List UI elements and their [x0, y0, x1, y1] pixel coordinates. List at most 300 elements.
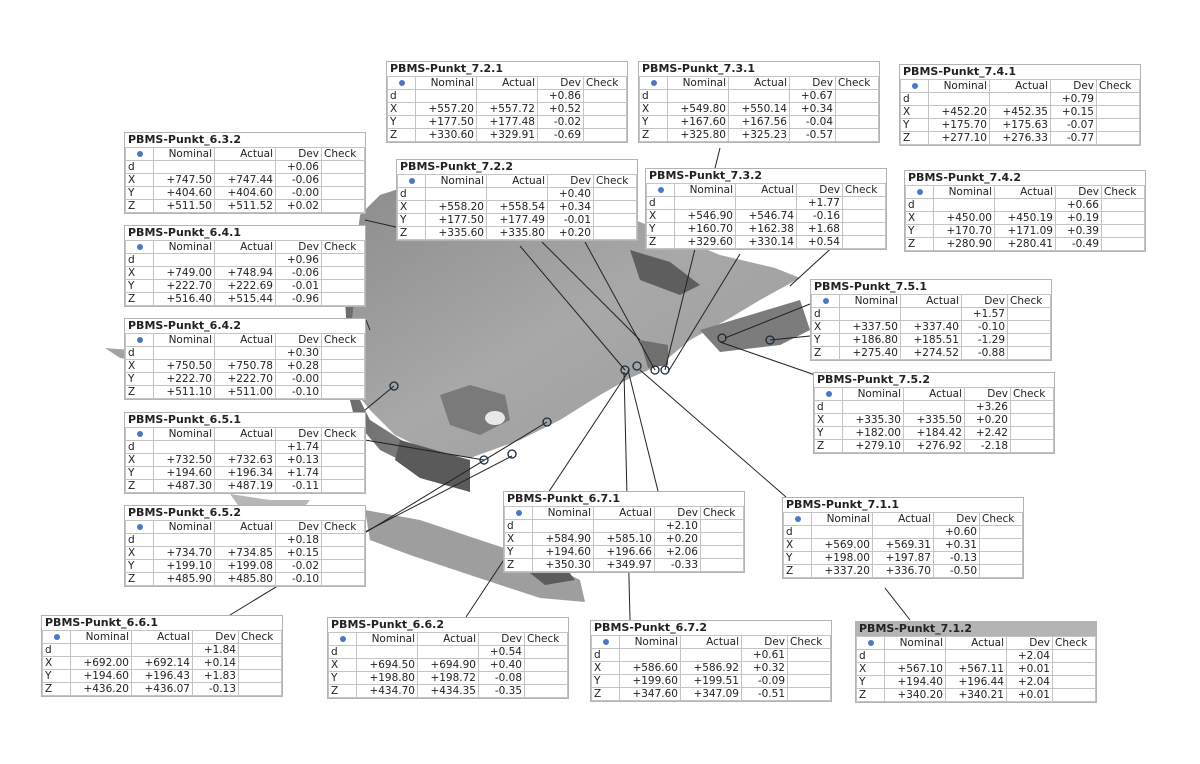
check-value [525, 659, 568, 672]
row-label: X [647, 210, 675, 223]
nominal-value: +350.30 [533, 559, 594, 572]
check-value [701, 533, 744, 546]
dev-value: -0.13 [934, 552, 980, 565]
nominal-value [620, 649, 681, 662]
dev-value: +0.14 [193, 657, 239, 670]
check-value [584, 129, 627, 142]
nominal-value [934, 199, 995, 212]
check-value [980, 552, 1023, 565]
deviation-table [591, 635, 831, 701]
table-row [43, 657, 282, 670]
header-icon-cell [647, 184, 675, 197]
deviation-table [42, 630, 282, 696]
actual-value: +162.38 [736, 223, 797, 236]
check-value [1053, 650, 1096, 663]
status-dot-icon [399, 80, 405, 86]
check-value [322, 454, 365, 467]
check-value [584, 116, 627, 129]
measurement-card-6-6-1[interactable] [41, 615, 283, 697]
actual-value: +337.40 [901, 321, 962, 334]
column-header-check: Check [584, 77, 627, 90]
check-value [1102, 225, 1145, 238]
table-row [901, 132, 1140, 145]
row-label: Z [126, 386, 154, 399]
check-value [322, 441, 365, 454]
table-row [126, 174, 365, 187]
nominal-value [154, 161, 215, 174]
row-label: Y [640, 116, 668, 129]
card-title: PBMS-Punkt_6.5.2 [125, 506, 365, 520]
status-dot-icon [137, 151, 143, 157]
measurement-card-7-2-2[interactable] [396, 159, 638, 241]
table-row [815, 427, 1054, 440]
actual-value: +184.42 [904, 427, 965, 440]
column-header-check: Check [788, 636, 831, 649]
dev-value: -0.00 [276, 373, 322, 386]
column-header-actual: Actual [946, 637, 1007, 650]
column-header-actual: Actual [215, 241, 276, 254]
table-row [505, 546, 744, 559]
row-label: d [640, 90, 668, 103]
actual-value [995, 199, 1056, 212]
table-row [640, 103, 879, 116]
check-value [836, 90, 879, 103]
row-label: X [126, 454, 154, 467]
nominal-value: +434.70 [357, 685, 418, 698]
row-label: d [126, 441, 154, 454]
nominal-value: +584.90 [533, 533, 594, 546]
row-label: X [126, 547, 154, 560]
nominal-value: +436.20 [71, 683, 132, 696]
table-row [647, 210, 886, 223]
measurement-card-6-4-2[interactable] [124, 318, 366, 400]
row-label: X [640, 103, 668, 116]
actual-value [215, 254, 276, 267]
column-header-actual: Actual [901, 295, 962, 308]
actual-value: +692.14 [132, 657, 193, 670]
column-header-actual: Actual [729, 77, 790, 90]
actual-value: +280.41 [995, 238, 1056, 251]
nominal-value [812, 526, 873, 539]
dev-value: +1.74 [276, 441, 322, 454]
row-label: Y [126, 187, 154, 200]
deviation-table [125, 240, 365, 306]
actual-value: +197.87 [873, 552, 934, 565]
check-value [322, 573, 365, 586]
dev-value: +0.02 [276, 200, 322, 213]
row-label: X [388, 103, 416, 116]
row-label: Z [592, 688, 620, 701]
check-value [584, 103, 627, 116]
nominal-value [154, 534, 215, 547]
check-value [239, 683, 282, 696]
column-header-nominal: Nominal [812, 513, 873, 526]
column-header-actual: Actual [681, 636, 742, 649]
header-icon-cell [505, 507, 533, 520]
status-dot-icon [603, 639, 609, 645]
column-header-dev: Dev [548, 175, 594, 188]
actual-value: +452.35 [990, 106, 1051, 119]
check-value [701, 546, 744, 559]
nominal-value [426, 188, 487, 201]
row-label: Z [505, 559, 533, 572]
check-value [322, 187, 365, 200]
column-header-nominal: Nominal [929, 80, 990, 93]
column-header-dev: Dev [797, 184, 843, 197]
dev-value: -0.11 [276, 480, 322, 493]
dev-value: +0.39 [1056, 225, 1102, 238]
check-value [322, 254, 365, 267]
card-title: PBMS-Punkt_6.3.2 [125, 133, 365, 147]
row-label: Y [815, 427, 843, 440]
deviation-table [504, 506, 744, 572]
nominal-value: +734.70 [154, 547, 215, 560]
dev-value: +0.20 [965, 414, 1011, 427]
dev-value: +0.06 [276, 161, 322, 174]
actual-value [736, 197, 797, 210]
column-header-nominal: Nominal [154, 241, 215, 254]
dev-value: +0.34 [548, 201, 594, 214]
dev-value: -0.57 [790, 129, 836, 142]
table-row [784, 565, 1023, 578]
check-value [239, 657, 282, 670]
table-row [398, 188, 637, 201]
card-title: PBMS-Punkt_6.4.1 [125, 226, 365, 240]
actual-value [132, 644, 193, 657]
header-icon-cell [812, 295, 840, 308]
dev-value: +0.54 [479, 646, 525, 659]
nominal-value [154, 254, 215, 267]
measurement-card-6-5-2[interactable] [124, 505, 366, 587]
table-row [592, 649, 831, 662]
table-row [647, 197, 886, 210]
check-value [1008, 321, 1051, 334]
check-value [836, 116, 879, 129]
actual-value: +586.92 [681, 662, 742, 675]
nominal-value: +692.00 [71, 657, 132, 670]
measurement-card-7-5-1[interactable] [810, 279, 1052, 361]
nominal-value: +182.00 [843, 427, 904, 440]
dev-value: -0.00 [276, 187, 322, 200]
check-value [1011, 427, 1054, 440]
table-row [784, 552, 1023, 565]
column-header-check: Check [525, 633, 568, 646]
card-title: PBMS-Punkt_7.5.1 [811, 280, 1051, 294]
card-title: PBMS-Punkt_7.1.2 [856, 622, 1096, 636]
nominal-value: +194.60 [154, 467, 215, 480]
check-value [836, 103, 879, 116]
nominal-value: +177.50 [426, 214, 487, 227]
row-label: d [812, 308, 840, 321]
measurement-card-7-3-1[interactable] [638, 61, 880, 143]
check-value [1008, 334, 1051, 347]
column-header-actual: Actual [873, 513, 934, 526]
card-title: PBMS-Punkt_6.6.1 [42, 616, 282, 630]
actual-value: +196.44 [946, 676, 1007, 689]
measurement-card-6-6-2[interactable] [327, 617, 569, 699]
actual-value [215, 534, 276, 547]
actual-value: +511.52 [215, 200, 276, 213]
actual-value: +750.78 [215, 360, 276, 373]
nominal-value: +452.20 [929, 106, 990, 119]
nominal-value: +325.80 [668, 129, 729, 142]
check-value [1053, 663, 1096, 676]
dev-value: +0.34 [790, 103, 836, 116]
nominal-value: +749.00 [154, 267, 215, 280]
measurement-card-6-3-2[interactable] [124, 132, 366, 214]
check-value [980, 526, 1023, 539]
dev-value: +1.74 [276, 467, 322, 480]
column-header-nominal: Nominal [154, 148, 215, 161]
table-row [126, 386, 365, 399]
actual-value: +196.34 [215, 467, 276, 480]
deviation-table [783, 512, 1023, 578]
measurement-card-7-1-1[interactable] [782, 497, 1024, 579]
table-row [126, 534, 365, 547]
status-dot-icon [917, 189, 923, 195]
nominal-value: +337.20 [812, 565, 873, 578]
nominal-value: +280.90 [934, 238, 995, 251]
table-row [505, 559, 744, 572]
actual-value: +434.35 [418, 685, 479, 698]
check-value [836, 129, 879, 142]
dev-value: +1.68 [797, 223, 843, 236]
table-row [906, 225, 1145, 238]
check-value [1011, 401, 1054, 414]
row-label: Z [857, 689, 885, 702]
status-dot-icon [912, 83, 918, 89]
nominal-value: +485.90 [154, 573, 215, 586]
column-header-dev: Dev [276, 148, 322, 161]
nominal-value: +194.40 [885, 676, 946, 689]
row-label: X [43, 657, 71, 670]
check-value [843, 223, 886, 236]
actual-value: +185.51 [901, 334, 962, 347]
card-title: PBMS-Punkt_7.5.2 [814, 373, 1054, 387]
column-header-actual: Actual [418, 633, 479, 646]
status-dot-icon [795, 516, 801, 522]
table-row [784, 526, 1023, 539]
measurement-card-7-1-2[interactable] [855, 621, 1097, 703]
measurement-card-7-2-1[interactable] [386, 61, 628, 143]
measurement-card-6-5-1[interactable] [124, 412, 366, 494]
status-dot-icon [137, 244, 143, 250]
column-header-check: Check [322, 521, 365, 534]
dev-value: -0.01 [276, 280, 322, 293]
nominal-value: +335.60 [426, 227, 487, 240]
actual-value: +569.31 [873, 539, 934, 552]
deviation-table [905, 185, 1145, 251]
status-dot-icon [823, 298, 829, 304]
check-value [322, 280, 365, 293]
dev-value: +2.10 [655, 520, 701, 533]
nominal-value: +569.00 [812, 539, 873, 552]
row-label: Y [388, 116, 416, 129]
row-label: Z [647, 236, 675, 249]
row-label: Y [647, 223, 675, 236]
nominal-value: +167.60 [668, 116, 729, 129]
column-header-nominal: Nominal [71, 631, 132, 644]
nominal-value: +340.20 [885, 689, 946, 702]
dev-value: -0.77 [1051, 132, 1097, 145]
check-value [1011, 440, 1054, 453]
dev-value: -0.50 [934, 565, 980, 578]
deviation-table [328, 632, 568, 698]
actual-value: +336.70 [873, 565, 934, 578]
check-value [1008, 308, 1051, 321]
row-label: Y [126, 280, 154, 293]
column-header-nominal: Nominal [357, 633, 418, 646]
row-label: X [126, 174, 154, 187]
nominal-value [154, 347, 215, 360]
column-header-nominal: Nominal [533, 507, 594, 520]
header-icon-cell [906, 186, 934, 199]
measurement-card-7-4-1[interactable] [899, 64, 1141, 146]
actual-value: +567.11 [946, 663, 1007, 676]
dev-value: -0.08 [479, 672, 525, 685]
row-label: Z [906, 238, 934, 251]
row-label: Y [901, 119, 929, 132]
dev-value: +0.28 [276, 360, 322, 373]
row-label: Y [505, 546, 533, 559]
card-title: PBMS-Punkt_7.2.1 [387, 62, 627, 76]
actual-value: +222.69 [215, 280, 276, 293]
column-header-actual: Actual [990, 80, 1051, 93]
nominal-value: +170.70 [934, 225, 995, 238]
nominal-value: +279.10 [843, 440, 904, 453]
check-value [594, 188, 637, 201]
column-header-check: Check [836, 77, 879, 90]
nominal-value: +732.50 [154, 454, 215, 467]
row-label: Y [592, 675, 620, 688]
measurement-card-6-4-1[interactable] [124, 225, 366, 307]
nominal-value [929, 93, 990, 106]
nominal-value [357, 646, 418, 659]
column-header-actual: Actual [594, 507, 655, 520]
card-title: PBMS-Punkt_7.1.1 [783, 498, 1023, 512]
actual-value: +694.90 [418, 659, 479, 672]
table-row [388, 116, 627, 129]
column-header-nominal: Nominal [668, 77, 729, 90]
nominal-value: +198.00 [812, 552, 873, 565]
nominal-value: +450.00 [934, 212, 995, 225]
actual-value: +335.50 [904, 414, 965, 427]
measurement-card-6-7-1[interactable] [503, 491, 745, 573]
column-header-check: Check [1102, 186, 1145, 199]
row-label: d [505, 520, 533, 533]
measurement-card-7-3-2[interactable] [645, 168, 887, 250]
nominal-value: +275.40 [840, 347, 901, 360]
column-header-actual: Actual [215, 521, 276, 534]
dev-value: +0.66 [1056, 199, 1102, 212]
table-row [505, 533, 744, 546]
row-label: Z [398, 227, 426, 240]
measurement-card-6-7-2[interactable] [590, 620, 832, 702]
actual-value: +557.72 [477, 103, 538, 116]
actual-value: +515.44 [215, 293, 276, 306]
column-header-dev: Dev [655, 507, 701, 520]
table-row [505, 520, 744, 533]
table-row [126, 293, 365, 306]
header-icon-cell [398, 175, 426, 188]
column-header-dev: Dev [742, 636, 788, 649]
dev-value: +0.15 [1051, 106, 1097, 119]
measurement-card-7-4-2[interactable] [904, 170, 1146, 252]
row-label: d [126, 254, 154, 267]
header-icon-cell [43, 631, 71, 644]
check-value [1097, 119, 1140, 132]
check-value [843, 210, 886, 223]
actual-value: +347.09 [681, 688, 742, 701]
table-row [126, 187, 365, 200]
column-header-nominal: Nominal [840, 295, 901, 308]
row-label: X [784, 539, 812, 552]
table-row [126, 373, 365, 386]
row-label: Z [126, 480, 154, 493]
status-dot-icon [658, 187, 664, 193]
dev-value: -0.09 [742, 675, 788, 688]
row-label: Y [329, 672, 357, 685]
row-label: d [126, 534, 154, 547]
row-label: Y [43, 670, 71, 683]
dev-value: +0.40 [479, 659, 525, 672]
dev-value: +0.60 [934, 526, 980, 539]
check-value [322, 360, 365, 373]
card-title: PBMS-Punkt_7.4.1 [900, 65, 1140, 79]
column-header-dev: Dev [479, 633, 525, 646]
nominal-value: +194.60 [533, 546, 594, 559]
check-value [788, 662, 831, 675]
actual-value: +485.80 [215, 573, 276, 586]
table-row [640, 116, 879, 129]
table-row [815, 440, 1054, 453]
table-row [388, 90, 627, 103]
nominal-value: +487.30 [154, 480, 215, 493]
check-value [788, 675, 831, 688]
nominal-value [840, 308, 901, 321]
row-label: d [388, 90, 416, 103]
dev-value: +0.79 [1051, 93, 1097, 106]
table-row [126, 161, 365, 174]
dev-value: +0.31 [934, 539, 980, 552]
column-header-dev: Dev [276, 241, 322, 254]
check-value [1097, 93, 1140, 106]
actual-value [418, 646, 479, 659]
dev-value: -0.69 [538, 129, 584, 142]
dev-value: +1.83 [193, 670, 239, 683]
header-icon-cell [126, 148, 154, 161]
card-title: PBMS-Punkt_7.3.2 [646, 169, 886, 183]
column-header-check: Check [1008, 295, 1051, 308]
column-header-nominal: Nominal [416, 77, 477, 90]
column-header-dev: Dev [790, 77, 836, 90]
measurement-card-7-5-2[interactable] [813, 372, 1055, 454]
check-value [980, 565, 1023, 578]
nominal-value: +198.80 [357, 672, 418, 685]
deviation-table [646, 183, 886, 249]
deviation-table [397, 174, 637, 240]
nominal-value: +160.70 [675, 223, 736, 236]
deviation-table [900, 79, 1140, 145]
actual-value: +175.63 [990, 119, 1051, 132]
row-label: X [901, 106, 929, 119]
nominal-value: +511.10 [154, 386, 215, 399]
column-header-actual: Actual [477, 77, 538, 90]
actual-value: +732.63 [215, 454, 276, 467]
deviation-table [125, 333, 365, 399]
header-icon-cell [592, 636, 620, 649]
column-header-actual: Actual [736, 184, 797, 197]
